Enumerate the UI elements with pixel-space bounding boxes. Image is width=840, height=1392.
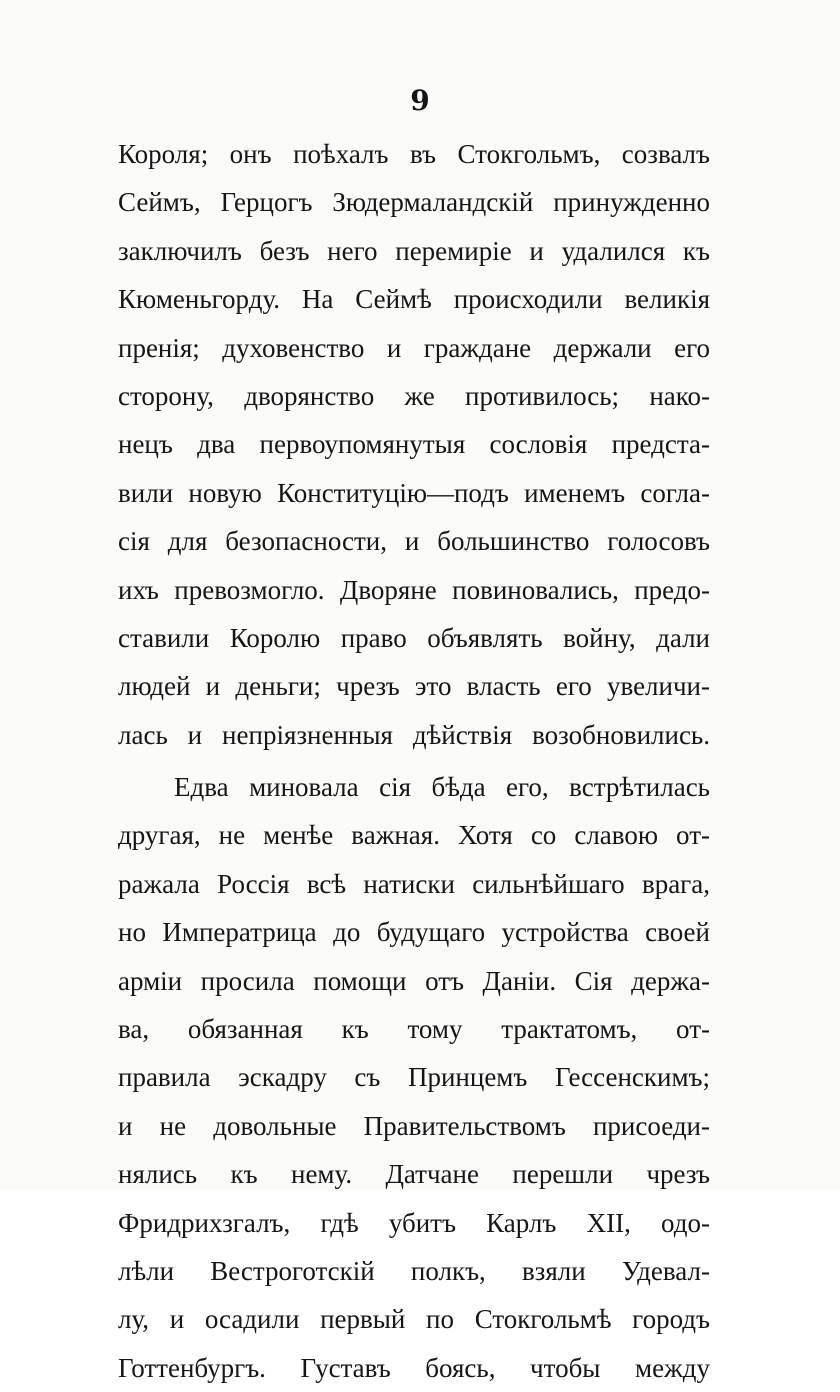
text-line: сія для безопасности, и большинство голосовъ	[118, 526, 710, 557]
paragraph-1	[118, 130, 710, 759]
page-number: 9	[410, 84, 430, 117]
text-line: ражала Россія всѣ натиски сильнѣйшаго врага,	[118, 868, 710, 899]
text-line: ва, обязанная къ тому трактатомъ, от-	[118, 1014, 710, 1045]
text-line: правила эскадру съ Принцемъ Гессенскимъ;	[118, 1062, 710, 1093]
text-line: нялись къ нему. Датчане перешли чрезъ	[118, 1159, 710, 1190]
text-line: арміи просила помощи отъ Даніи. Сія держа-	[118, 965, 710, 996]
text-line: пренія; духовенство и граждане держали его	[118, 332, 710, 363]
text-line: Сеймъ, Герцогъ Зюдермаландскій принужденно	[118, 187, 710, 218]
paragraph-2	[118, 763, 710, 1392]
text-line: лась и непріязненныя дѣйствія возобновились.	[118, 719, 710, 750]
text-line: лѣли Вестроготскій полкъ, взяли Удевал-	[118, 1255, 710, 1286]
text-line: сторону, дворянство же противилось; нако-	[118, 380, 710, 411]
text-line: Короля; онъ поѣхалъ въ Стокгольмъ, созвалъ	[118, 139, 710, 169]
text-line: заключилъ безъ него перемиріе и удалился къ	[118, 235, 710, 266]
text-line: вили новую Конституцію—подъ именемъ согла-	[118, 477, 710, 508]
text-line: и не довольные Правительствомъ присоеди-	[118, 1110, 710, 1141]
text-line: нецъ два первоупомянутыя сословія предста-	[118, 429, 710, 460]
text-line: Кюменьгорду. На Сеймѣ происходили великія	[118, 284, 710, 315]
text-line: ставили Королю право объявлять войну, дали	[118, 622, 710, 653]
text-line: Едва миновала сія бѣда его, встрѣтилась	[174, 772, 710, 803]
body-text	[118, 130, 710, 1392]
text-line: Готтенбургъ. Густавъ боясь, чтобы между	[118, 1352, 710, 1383]
text-line: Фридрихзгалъ, гдѣ убитъ Карлъ XII, одо-	[118, 1207, 710, 1238]
text-line: лу, и осадили первый по Стокгольмѣ городъ	[118, 1304, 710, 1335]
text-line: но Императрица до будущаго устройства своей	[118, 917, 710, 948]
text-line: другая, не менѣе важная. Хотя со славою от-	[118, 820, 710, 851]
text-line: ихъ превозмогло. Дворяне повиновались, предо-	[118, 574, 710, 605]
text-line: людей и деньги; чрезъ это власть его увеличи-	[118, 671, 710, 702]
